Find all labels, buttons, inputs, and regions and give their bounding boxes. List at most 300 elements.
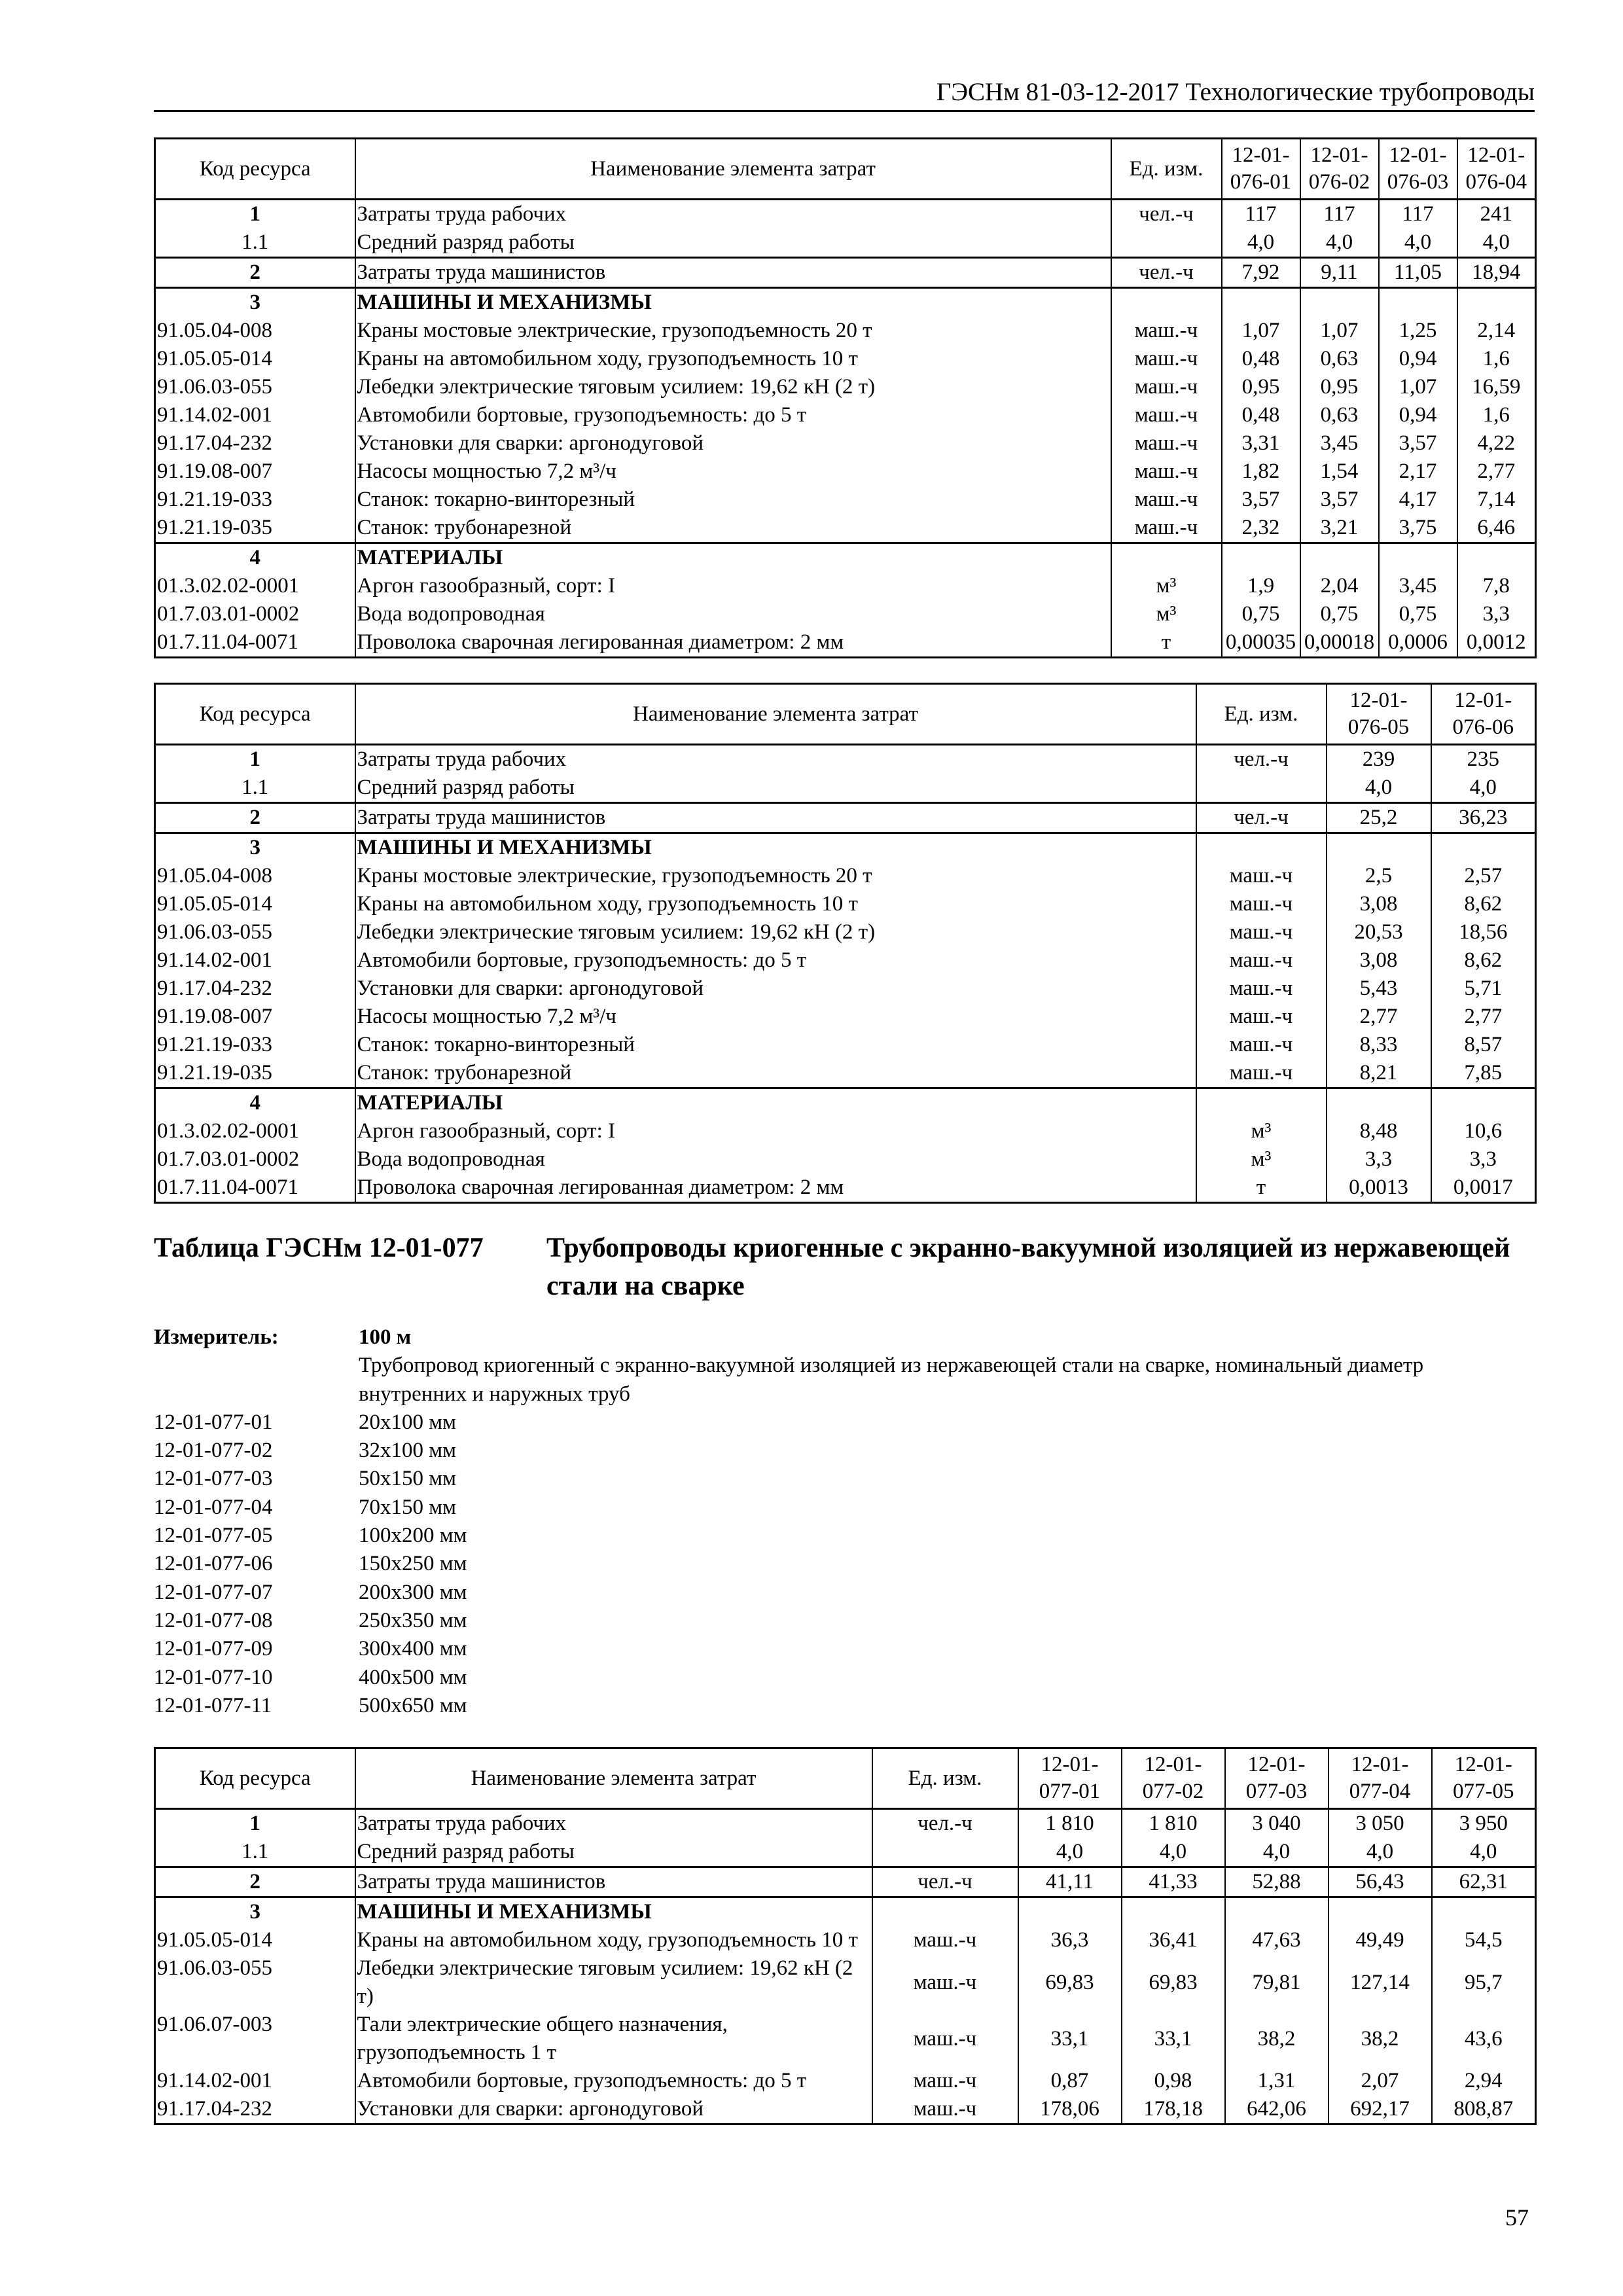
table-row	[155, 1174, 1536, 1203]
resource-name: Аргон газообразный, сорт: I	[355, 1117, 1196, 1145]
norm-code-line: 12-01-	[1454, 689, 1512, 712]
resource-name: Станок: токарно-винторезный	[355, 1031, 1196, 1059]
norm-code-line: 12-01-	[1310, 143, 1368, 167]
norm-value: 4,0	[1300, 228, 1379, 258]
column-header-code: Код ресурса	[155, 684, 355, 745]
norm-value: 8,57	[1431, 1031, 1536, 1059]
meter-item-code: 12-01-077-07	[154, 1580, 273, 1604]
header-row	[155, 1748, 1536, 1809]
unit: маш.-ч	[872, 1926, 1018, 1954]
norm-value: 178,18	[1122, 2095, 1225, 2125]
resource-code: 91.14.02-001	[155, 946, 355, 975]
norm-value: 41,33	[1122, 1867, 1225, 1897]
meter-item	[154, 1408, 1535, 1437]
table-row	[155, 2095, 1536, 2125]
unit: маш.-ч	[1196, 1031, 1327, 1059]
norm-value: 3,3	[1431, 1145, 1536, 1174]
table-row	[155, 429, 1536, 457]
norm-value: 3,31	[1222, 429, 1300, 457]
resource-name: Лебедки электрические тяговым усилием: 19,62 кН (2 т)	[355, 1954, 872, 2011]
norm-value: 4,0	[1018, 1838, 1122, 1867]
unit: маш.-ч	[1196, 890, 1327, 918]
unit: маш.-ч	[1196, 918, 1327, 946]
table-row	[155, 1926, 1536, 1954]
norm-value: 0,0013	[1327, 1174, 1431, 1203]
norm-value: 33,1	[1018, 2011, 1122, 2067]
norm-value: 0,48	[1222, 401, 1300, 429]
norm-value: 0,87	[1018, 2067, 1122, 2095]
column-header-norm-code	[1222, 139, 1300, 200]
norm-value: 7,8	[1457, 572, 1536, 600]
norm-value: 3,08	[1327, 890, 1431, 918]
meter-item-size: 400x500 мм	[359, 1665, 467, 1689]
norm-value: 2,77	[1457, 457, 1536, 486]
resource-name: МАТЕРИАЛЫ	[355, 543, 1111, 573]
norm-value: 0,63	[1300, 345, 1379, 373]
norm-value: 0,48	[1222, 345, 1300, 373]
meter-item-code: 12-01-077-04	[154, 1495, 273, 1519]
meter-item-code: 12-01-077-03	[154, 1467, 273, 1491]
table-row	[155, 486, 1536, 514]
norm-value: 1,25	[1379, 317, 1457, 345]
resource-name: Затраты труда рабочих	[355, 745, 1196, 774]
norm-code-line: 076-03	[1387, 170, 1449, 194]
norm-value	[1432, 1897, 1536, 1927]
table-row	[155, 1003, 1536, 1031]
column-header-norm-code	[1432, 1748, 1536, 1809]
norm-value: 5,43	[1327, 975, 1431, 1003]
resource-code: 91.14.02-001	[155, 2067, 355, 2095]
norm-value: 4,0	[1431, 774, 1536, 803]
table-row	[155, 258, 1536, 288]
norm-value: 11,05	[1379, 258, 1457, 288]
table-row	[155, 1145, 1536, 1174]
norm-value: 8,33	[1327, 1031, 1431, 1059]
meter-item-code: 12-01-077-06	[154, 1552, 273, 1576]
norm-value: 239	[1327, 745, 1431, 774]
column-header-norm-code	[1225, 1748, 1329, 1809]
norm-value: 3 040	[1225, 1809, 1329, 1839]
meter-item	[154, 1437, 1535, 1465]
norm-value: 0,0017	[1431, 1174, 1536, 1203]
norm-code-line: 12-01-	[1467, 143, 1525, 167]
norm-value: 0,75	[1300, 600, 1379, 628]
norm-value: 2,17	[1379, 457, 1457, 486]
table-row	[155, 946, 1536, 975]
unit: м³	[1196, 1117, 1327, 1145]
column-header-norm-code	[1018, 1748, 1122, 1809]
unit: маш.-ч	[1111, 457, 1222, 486]
norm-value: 2,77	[1327, 1003, 1431, 1031]
norm-value: 1 810	[1122, 1809, 1225, 1839]
table-row	[155, 200, 1536, 229]
meter-item-code: 12-01-077-11	[154, 1693, 272, 1717]
resource-name: Лебедки электрические тяговым усилием: 19,62 кН (2 т)	[355, 918, 1196, 946]
table-row	[155, 2011, 1536, 2067]
norm-value: 3,57	[1300, 486, 1379, 514]
unit: чел.-ч	[1111, 258, 1222, 288]
unit: маш.-ч	[1111, 514, 1222, 543]
meter-description: Трубопровод криогенный с экранно-вакуумной изоляцией из нержавеющей стали на сварке, номинальный диаметр внутренних и наружных труб	[359, 1354, 1424, 1406]
norm-code-line: 12-01-	[1144, 1753, 1202, 1776]
column-header-norm-code	[1122, 1748, 1225, 1809]
unit: маш.-ч	[872, 1954, 1018, 2011]
page-header: ГЭСНм 81-03-12-2017 Технологические трубопроводы	[154, 77, 1535, 112]
resource-code: 91.21.19-033	[155, 486, 355, 514]
meter-item	[154, 1550, 1535, 1578]
resource-name: Станок: трубонарезной	[355, 1059, 1196, 1088]
norm-value	[1457, 543, 1536, 573]
header-row	[155, 684, 1536, 745]
meter-item-size: 250x350 мм	[359, 1608, 467, 1632]
unit: чел.-ч	[1196, 745, 1327, 774]
resource-name: Аргон газообразный, сорт: I	[355, 572, 1111, 600]
column-header-norm-code	[1327, 684, 1431, 745]
norm-value: 0,75	[1222, 600, 1300, 628]
resource-name: Проволока сварочная легированная диаметром: 2 мм	[355, 628, 1111, 658]
resource-name: Затраты труда машинистов	[355, 258, 1111, 288]
norm-value: 2,14	[1457, 317, 1536, 345]
meter-item-size: 50x150 мм	[359, 1467, 457, 1491]
norm-value: 79,81	[1225, 1954, 1329, 2011]
norm-value: 642,06	[1225, 2095, 1329, 2125]
norm-code-line: 076-02	[1308, 170, 1370, 194]
norm-value: 1,07	[1222, 317, 1300, 345]
norm-value: 3,75	[1379, 514, 1457, 543]
norm-value: 0,94	[1379, 345, 1457, 373]
norm-value: 0,0012	[1457, 628, 1536, 658]
norm-value: 0,0006	[1379, 628, 1457, 658]
resource-code: 91.05.04-008	[155, 317, 355, 345]
table-row	[155, 2067, 1536, 2095]
resource-name: Станок: трубонарезной	[355, 514, 1111, 543]
norm-code-line: 12-01-	[1247, 1753, 1306, 1776]
table-row	[155, 1031, 1536, 1059]
resource-code: 01.3.02.02-0001	[155, 1117, 355, 1145]
norm-value: 0,94	[1379, 401, 1457, 429]
norm-value: 1,07	[1300, 317, 1379, 345]
table-row	[155, 1954, 1536, 2011]
meter-label: Измеритель:	[154, 1325, 279, 1349]
norm-value: 8,62	[1431, 890, 1536, 918]
norm-value: 47,63	[1225, 1926, 1329, 1954]
norm-value	[1222, 543, 1300, 573]
unit: маш.-ч	[872, 2067, 1018, 2095]
unit: маш.-ч	[1111, 345, 1222, 373]
resource-name: Тали электрические общего назначения, грузоподъемность 1 т	[355, 2011, 872, 2067]
resource-code: 1	[155, 1809, 355, 1839]
resource-code: 91.21.19-033	[155, 1031, 355, 1059]
norm-value: 38,2	[1329, 2011, 1432, 2067]
resource-code: 01.7.11.04-0071	[155, 628, 355, 658]
norm-value: 178,06	[1018, 2095, 1122, 2125]
resource-name: Насосы мощностью 7,2 м³/ч	[355, 457, 1111, 486]
norm-value: 3,57	[1222, 486, 1300, 514]
page-number: 57	[1505, 2204, 1529, 2231]
resource-code: 91.21.19-035	[155, 1059, 355, 1088]
norm-value: 0,95	[1300, 373, 1379, 401]
table-row	[155, 774, 1536, 803]
norm-value: 4,0	[1225, 1838, 1329, 1867]
norm-value: 2,07	[1329, 2067, 1432, 2095]
norm-value: 4,0	[1122, 1838, 1225, 1867]
norm-value: 7,85	[1431, 1059, 1536, 1088]
unit: м³	[1111, 600, 1222, 628]
unit	[1111, 543, 1222, 573]
unit	[872, 1838, 1018, 1867]
norm-value: 52,88	[1225, 1867, 1329, 1897]
resource-name: Автомобили бортовые, грузоподъемность: до 5 т	[355, 2067, 872, 2095]
meter-item-code: 12-01-077-01	[154, 1410, 273, 1434]
unit: маш.-ч	[872, 2095, 1018, 2125]
norm-value	[1379, 543, 1457, 573]
norm-value: 54,5	[1432, 1926, 1536, 1954]
resource-code: 3	[155, 288, 355, 317]
resource-name: Проволока сварочная легированная диаметром: 2 мм	[355, 1174, 1196, 1203]
norm-value: 4,0	[1329, 1838, 1432, 1867]
resource-name: Установки для сварки: аргонодуговой	[355, 975, 1196, 1003]
meter-value: 100 м	[359, 1325, 412, 1349]
section-row	[155, 833, 1536, 863]
norm-value: 808,87	[1432, 2095, 1536, 2125]
unit	[1196, 833, 1327, 863]
norm-value: 1 810	[1018, 1809, 1122, 1839]
norm-value: 4,17	[1379, 486, 1457, 514]
unit: маш.-ч	[872, 2011, 1018, 2067]
meter-item-size: 70x150 мм	[359, 1495, 457, 1519]
resource-code: 01.3.02.02-0001	[155, 572, 355, 600]
resource-code: 4	[155, 543, 355, 573]
norm-value	[1018, 1897, 1122, 1927]
meter-item	[154, 1635, 1535, 1663]
section-row	[155, 1897, 1536, 1927]
resource-name: Краны на автомобильном ходу, грузоподъемность 10 т	[355, 890, 1196, 918]
unit: т	[1196, 1174, 1327, 1203]
norm-value: 7,14	[1457, 486, 1536, 514]
norm-value: 2,04	[1300, 572, 1379, 600]
resource-code: 2	[155, 803, 355, 833]
resource-name: Краны мостовые электрические, грузоподъемность 20 т	[355, 862, 1196, 890]
resource-code: 01.7.03.01-0002	[155, 1145, 355, 1174]
resource-code: 91.06.03-055	[155, 1954, 355, 2011]
norm-value: 127,14	[1329, 1954, 1432, 2011]
norm-value: 36,41	[1122, 1926, 1225, 1954]
column-header-norm-code	[1457, 139, 1536, 200]
norm-value	[1327, 1088, 1431, 1118]
norm-value: 3,3	[1457, 600, 1536, 628]
column-header-unit: Ед. изм.	[1111, 139, 1222, 200]
resource-code: 1	[155, 200, 355, 229]
table-row	[155, 628, 1536, 658]
resource-name: Краны на автомобильном ходу, грузоподъемность 10 т	[355, 1926, 872, 1954]
resource-name: Установки для сварки: аргонодуговой	[355, 429, 1111, 457]
resource-code: 1.1	[155, 774, 355, 803]
resource-code: 2	[155, 258, 355, 288]
meter-item-size: 200x300 мм	[359, 1580, 467, 1604]
table-number: Таблица ГЭСНм 12-01-077	[154, 1233, 484, 1263]
resource-code: 91.05.04-008	[155, 862, 355, 890]
norm-code-line: 12-01-	[1389, 143, 1447, 167]
norm-code-line: 076-05	[1347, 715, 1410, 739]
column-header-norm-code	[1300, 139, 1379, 200]
meter-item	[154, 1664, 1535, 1692]
resource-name: Установки для сварки: аргонодуговой	[355, 2095, 872, 2125]
unit: маш.-ч	[1111, 317, 1222, 345]
norm-value	[1431, 833, 1536, 863]
norm-value: 1,6	[1457, 401, 1536, 429]
norm-value: 117	[1222, 200, 1300, 229]
resource-name: Вода водопроводная	[355, 1145, 1196, 1174]
norm-value: 6,46	[1457, 514, 1536, 543]
unit	[1111, 228, 1222, 258]
table-row	[155, 1117, 1536, 1145]
norm-value: 5,71	[1431, 975, 1536, 1003]
table-row	[155, 317, 1536, 345]
resource-name: Краны мостовые электрические, грузоподъемность 20 т	[355, 317, 1111, 345]
table-row	[155, 228, 1536, 258]
norm-code-line: 12-01-	[1351, 1753, 1409, 1776]
norm-value: 4,0	[1222, 228, 1300, 258]
resource-code: 91.21.19-035	[155, 514, 355, 543]
section-row	[155, 1088, 1536, 1118]
resource-code: 91.05.05-014	[155, 1926, 355, 1954]
resource-name: Затраты труда рабочих	[355, 200, 1111, 229]
resource-code: 91.17.04-232	[155, 975, 355, 1003]
norm-value: 1,9	[1222, 572, 1300, 600]
table-row	[155, 572, 1536, 600]
unit: маш.-ч	[1111, 373, 1222, 401]
resource-code: 3	[155, 833, 355, 863]
resource-code: 91.06.07-003	[155, 2011, 355, 2067]
norm-code-line: 076-01	[1230, 170, 1292, 194]
unit: м³	[1111, 572, 1222, 600]
table-row	[155, 745, 1536, 774]
norm-value: 38,2	[1225, 2011, 1329, 2067]
resource-code: 01.7.11.04-0071	[155, 1174, 355, 1203]
column-header-name: Наименование элемента затрат	[355, 1748, 872, 1809]
norm-value: 4,0	[1379, 228, 1457, 258]
unit: маш.-ч	[1111, 429, 1222, 457]
resource-code: 1	[155, 745, 355, 774]
table-row	[155, 862, 1536, 890]
resource-name: Средний разряд работы	[355, 774, 1196, 803]
resource-name: Затраты труда машинистов	[355, 803, 1196, 833]
norm-value: 25,2	[1327, 803, 1431, 833]
norm-code-line: 076-04	[1465, 170, 1527, 194]
unit	[1196, 1088, 1327, 1118]
norm-value	[1457, 288, 1536, 317]
meter-block	[154, 1323, 1535, 1720]
norm-value	[1222, 288, 1300, 317]
table-row	[155, 401, 1536, 429]
norm-value: 235	[1431, 745, 1536, 774]
table-row	[155, 373, 1536, 401]
table-title: Трубопроводы криогенные с экранно-вакуумной изоляцией из нержавеющей стали на сварке	[546, 1233, 1510, 1301]
norm-value: 4,22	[1457, 429, 1536, 457]
norm-value: 0,00035	[1222, 628, 1300, 658]
norm-code-line: 077-05	[1453, 1780, 1514, 1803]
norm-value: 36,23	[1431, 803, 1536, 833]
table-row	[155, 457, 1536, 486]
table-row	[155, 1059, 1536, 1088]
norm-value: 1,07	[1379, 373, 1457, 401]
resource-table-076-01-04	[154, 137, 1537, 658]
resource-code: 91.06.03-055	[155, 373, 355, 401]
norm-value: 117	[1300, 200, 1379, 229]
norm-value	[1225, 1897, 1329, 1927]
resource-code: 2	[155, 1867, 355, 1897]
resource-code: 1.1	[155, 1838, 355, 1867]
norm-value	[1327, 833, 1431, 863]
norm-value: 0,00018	[1300, 628, 1379, 658]
unit: маш.-ч	[1196, 862, 1327, 890]
meter-item-code: 12-01-077-05	[154, 1524, 273, 1548]
norm-value: 2,77	[1431, 1003, 1536, 1031]
unit: чел.-ч	[872, 1867, 1018, 1897]
resource-table-076-05-06	[154, 683, 1537, 1204]
resource-code: 91.14.02-001	[155, 401, 355, 429]
norm-value: 8,21	[1327, 1059, 1431, 1088]
meter-items	[154, 1408, 1535, 1720]
unit: чел.-ч	[1196, 803, 1327, 833]
norm-value	[1431, 1088, 1536, 1118]
column-header-unit: Ед. изм.	[872, 1748, 1018, 1809]
column-header-norm-code	[1379, 139, 1457, 200]
resource-code: 91.06.03-055	[155, 918, 355, 946]
meter-item	[154, 1465, 1535, 1493]
resource-name: Станок: токарно-винторезный	[355, 486, 1111, 514]
norm-value: 0,63	[1300, 401, 1379, 429]
norm-value: 0,95	[1222, 373, 1300, 401]
column-header-code: Код ресурса	[155, 1748, 355, 1809]
table-row	[155, 975, 1536, 1003]
column-header-name: Наименование элемента затрат	[355, 684, 1196, 745]
resource-name: Краны на автомобильном ходу, грузоподъемность 10 т	[355, 345, 1111, 373]
norm-value: 3,45	[1379, 572, 1457, 600]
resource-code: 91.05.05-014	[155, 890, 355, 918]
column-header-name: Наименование элемента затрат	[355, 139, 1111, 200]
meter-item-code: 12-01-077-08	[154, 1608, 273, 1632]
meter-item-code: 12-01-077-02	[154, 1439, 273, 1463]
norm-value	[1379, 288, 1457, 317]
meter-item	[154, 1692, 1535, 1720]
meter-item	[154, 1607, 1535, 1635]
norm-code-line: 12-01-	[1232, 143, 1290, 167]
norm-code-line: 077-03	[1245, 1780, 1308, 1803]
section-row	[155, 288, 1536, 317]
norm-value: 7,92	[1222, 258, 1300, 288]
norm-value: 692,17	[1329, 2095, 1432, 2125]
norm-value: 9,11	[1300, 258, 1379, 288]
resource-name: Насосы мощностью 7,2 м³/ч	[355, 1003, 1196, 1031]
norm-code-line: 077-01	[1039, 1780, 1101, 1803]
resource-name: Лебедки электрические тяговым усилием: 19,62 кН (2 т)	[355, 373, 1111, 401]
norm-code-line: 12-01-	[1349, 689, 1408, 712]
unit	[1196, 774, 1327, 803]
norm-value: 2,5	[1327, 862, 1431, 890]
table-row	[155, 1867, 1536, 1897]
resource-code: 91.05.05-014	[155, 345, 355, 373]
resource-code: 3	[155, 1897, 355, 1927]
resource-code: 91.19.08-007	[155, 1003, 355, 1031]
norm-value: 56,43	[1329, 1867, 1432, 1897]
norm-value: 16,59	[1457, 373, 1536, 401]
unit: маш.-ч	[1111, 486, 1222, 514]
norm-code-line: 077-04	[1349, 1780, 1411, 1803]
meter-item-size: 20x100 мм	[359, 1410, 457, 1434]
meter-item-size: 500x650 мм	[359, 1693, 467, 1717]
resource-name: Средний разряд работы	[355, 1838, 872, 1867]
